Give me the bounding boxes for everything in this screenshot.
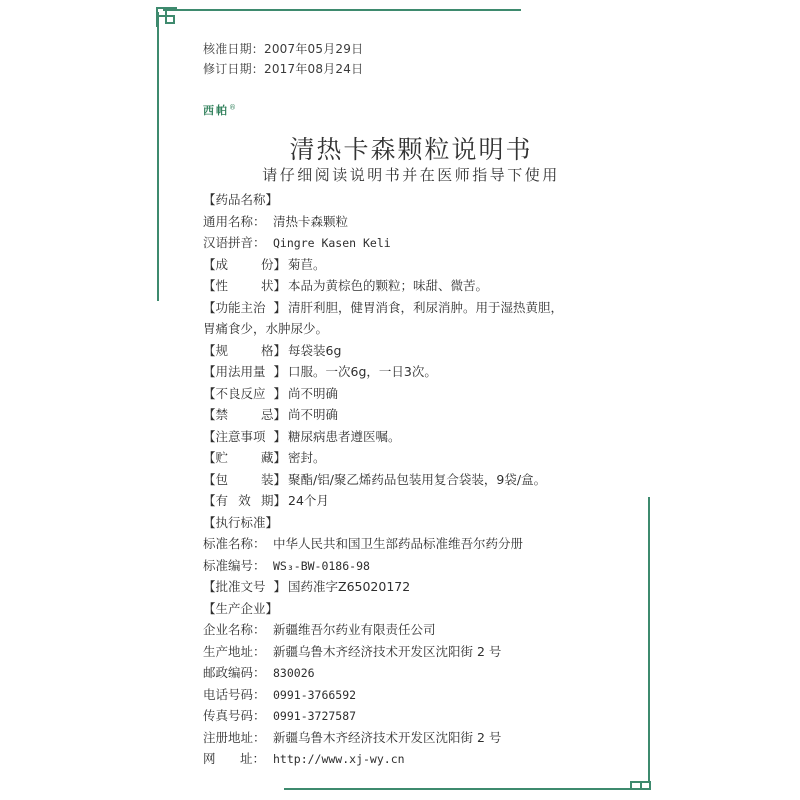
standard-name-label: 标准名称： [203,536,266,551]
drug-name-header: 【药品名称】 [203,192,279,207]
dosage-label: 【用法用量 】 [203,361,288,383]
precautions-label: 【注意事项 】 [203,426,288,448]
indications-continued: 胃痛食少，水肿尿少。 [203,321,329,336]
ingredients-label: 【 成 份 】 [203,254,288,276]
ingredients-value: 菊苣。 [288,256,326,272]
validity-value: 24个月 [288,493,329,508]
storage-value: 密封。 [288,450,326,465]
company-row [203,619,663,641]
top-left-corner-ornament-icon [155,5,177,27]
label-char: 藏 [261,450,274,465]
label-text: 注意事项 [215,428,266,444]
label-char: 规 [215,342,229,358]
label-char: 份 [261,256,274,272]
dosage-row [203,361,663,383]
description-label: 【 性 状 】 [203,275,288,297]
website-link[interactable]: http://www.xj-wy.cn [273,752,405,766]
phone-label: 电话号码： [203,686,266,702]
package-row [203,469,663,491]
fax-row [203,705,663,727]
label-char: 禁 [215,407,229,422]
storage-row [203,447,663,469]
fax-label: 传真号码： [203,708,266,723]
pinyin-row [203,232,663,254]
standard-no-label: 标准编号： [203,557,266,573]
label-char: 有 [215,493,229,508]
generic-name-row [203,211,663,233]
description-value: 本品为黄棕色的颗粒；味甜、微苦。 [288,278,489,293]
ingredients-row [203,254,663,276]
reg-address-label: 注册地址： [203,729,266,745]
postcode-label: 邮政编码： [203,665,266,680]
label-char: 装 [261,471,274,487]
package-label: 【 包 装 】 [203,469,288,491]
label-char: 忌 [261,407,274,422]
precautions-row [203,426,663,448]
contraindications-row [203,404,663,426]
adverse-value: 尚不明确 [288,385,339,401]
storage-label: 【 贮 藏 】 [203,447,288,469]
top-border-line [163,9,521,11]
standard-no-value: WS₃-BW-0186-98 [273,558,370,573]
fax-value: 0991-3727587 [273,709,357,723]
label-char: 网 [203,751,216,766]
brand-logo [203,102,238,118]
label-char: 期 [260,493,274,508]
dosage-value: 口服。一次6g，一日3次。 [288,364,437,379]
standard-name-row [203,533,663,555]
address-label: 生产地址： [203,643,266,659]
postcode-value: 830026 [273,666,315,680]
indications-value: 清肝利胆，健胃消食，利尿消肿。用于湿热黄胆， [288,299,564,315]
description-row [203,275,663,297]
phone-value: 0991-3766592 [273,687,357,702]
label-char: 格 [261,342,274,358]
validity-label: 【 有 效 期 】 [203,490,288,512]
document-title: 清热卡森颗粒说明书 [289,135,533,164]
specification-row [203,340,663,362]
standard-header: 【执行标准】 [203,514,279,530]
manufacturer-header: 【生产企业】 [203,600,279,616]
indications-row [203,297,663,319]
approval-row [203,576,663,598]
bottom-border-line [284,788,634,790]
adverse-row [203,383,663,405]
label-text: 不良反应 [215,385,266,401]
company-value: 新疆维吾尔药业有限责任公司 [273,622,436,637]
reg-address-row [203,727,663,749]
specification-value: 每袋装6g [288,342,342,358]
label-text: 用法用量 [215,364,266,379]
reg-address-value: 新疆乌鲁木齐经济技术开发区沈阳街 2 号 [273,729,502,745]
label-char: 包 [215,471,229,487]
generic-name-value: 清热卡森颗粒 [273,213,349,229]
bottom-right-corner-ornament-icon [630,771,652,793]
indications-label: 【功能主治 】 [203,297,288,319]
adverse-label: 【不良反应 】 [203,383,288,405]
pinyin-value: Qingre Kasen Keli [273,236,391,250]
leaflet-body [203,189,663,770]
standard-no-row [203,555,663,577]
label-char: 效 [238,493,251,508]
label-char: 性 [215,278,229,293]
website-label [203,748,265,770]
registered-mark: ® [229,103,238,112]
phone-row [203,684,663,706]
precautions-value: 糖尿病患者遵医嘱。 [288,428,401,444]
postcode-row [203,662,663,684]
approval-label: 【批准文号 】 [203,576,288,598]
label-text: 功能主治 [215,299,266,315]
label-char: 成 [215,256,229,272]
revision-date: 修订日期：2017年08月24日 [203,62,364,76]
label-char: 址： [239,751,265,766]
label-text: 批准文号 [215,579,266,594]
contraindications-value: 尚不明确 [288,407,339,422]
approval-date: 核准日期：2007年05月29日 [203,42,364,56]
label-char: 贮 [215,450,229,465]
document-subtitle: 请仔细阅读说明书并在医师指导下使用 [262,166,560,184]
standard-name-value: 中华人民共和国卫生部药品标准维吾尔药分册 [273,536,524,551]
company-label: 企业名称： [203,622,266,637]
brand-name: 西帕 [203,104,229,117]
address-value: 新疆乌鲁木齐经济技术开发区沈阳街 2 号 [273,643,502,659]
package-value: 聚酯/铝/聚乙烯药品包装用复合袋装，9袋/盒。 [288,471,547,487]
approval-value: 国药准字Z65020172 [288,579,411,594]
website-row [203,748,663,770]
validity-row [203,490,663,512]
specification-label: 【 规 格 】 [203,340,288,362]
label-char: 状 [261,278,274,293]
contraindications-label: 【 禁 忌 】 [203,404,288,426]
pinyin-label: 汉语拼音： [203,235,266,250]
generic-name-label: 通用名称： [203,213,266,229]
address-row [203,641,663,663]
